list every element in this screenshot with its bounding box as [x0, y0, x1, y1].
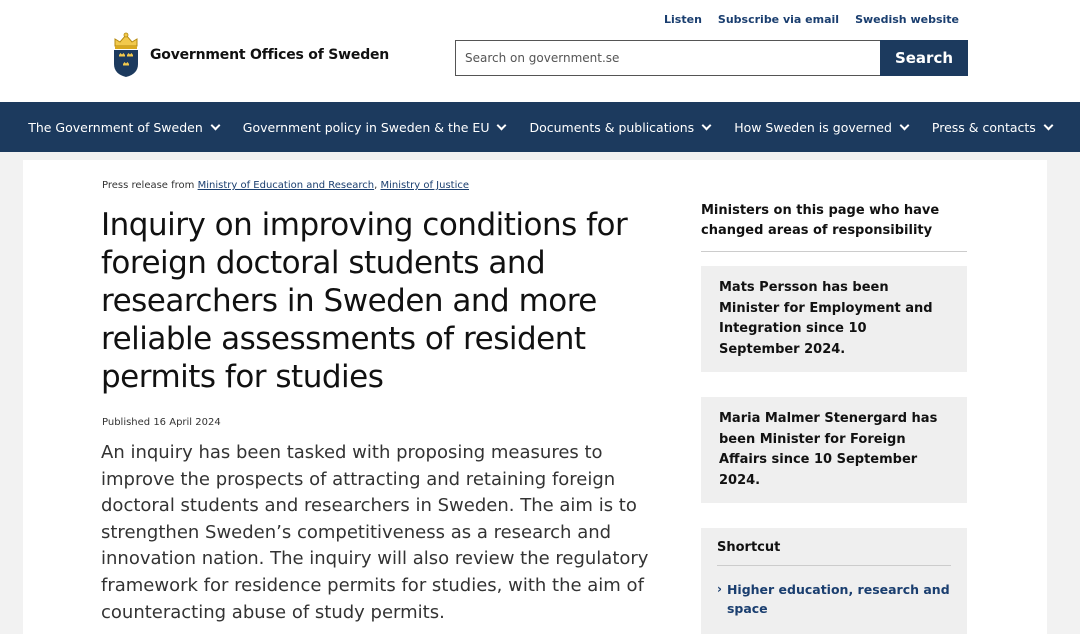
nav-item-label: Press & contacts [931, 119, 1036, 135]
chevron-down-icon [210, 120, 220, 130]
press-prefix: Press release from [102, 180, 195, 191]
shortcut-link[interactable] [717, 580, 951, 618]
listen-link[interactable]: Listen [664, 13, 702, 26]
nav-item-press[interactable] [920, 120, 1064, 135]
site-header [0, 0, 1080, 102]
press-release-source: Press release from Ministry of Education and Research, Ministry of Justice [102, 180, 470, 191]
minister-note: Mats Persson has been Minister for Employment and Integration since 10 September 2024. [701, 266, 967, 372]
minister-note: Maria Malmer Stenergard has been Minister for Foreign Affairs since 10 September 2024. [701, 397, 967, 503]
page-title: Inquiry on improving conditions for foreign doctoral students and researchers in Sweden and more reliable assessments of resident permits for studies [101, 207, 628, 395]
top-links [664, 13, 959, 26]
subscribe-link[interactable]: Subscribe via email [717, 13, 840, 26]
chevron-down-icon [702, 120, 712, 130]
nav-item-government[interactable] [16, 120, 231, 135]
shortcut-title: Shortcut [717, 540, 951, 566]
lead-paragraph: An inquiry has been tasked with proposing measures to improve the prospects of attracting and retaining foreign doctoral students and researchers in Sweden. The aim is to strengthen Sweden’s competitiveness as a research and innovation nation. The inquiry will also review the regulatory framework for residence permits for studies, with the aim of counteracting abuse of study permits. [101, 442, 649, 623]
nav-item-how-governed[interactable] [722, 120, 920, 135]
ministry-justice-link[interactable]: Ministry of Justice [380, 180, 470, 191]
search-form [455, 40, 968, 76]
swedish-website-link[interactable]: Swedish website [855, 13, 959, 26]
coat-of-arms-icon [112, 32, 140, 78]
nav-item-policy[interactable] [231, 120, 518, 135]
logo-text: Government Offices of Sweden [150, 47, 390, 63]
nav-item-label: Documents & publications [529, 119, 695, 135]
nav-item-documents[interactable] [517, 120, 722, 135]
nav-item-label: The Government of Sweden [28, 119, 203, 135]
content-card [23, 160, 1047, 634]
nav-item-label: Government policy in Sweden & the EU [242, 119, 490, 135]
search-input[interactable] [455, 40, 880, 76]
published-date: Published 16 April 2024 [102, 417, 221, 428]
ministry-education-link[interactable]: Ministry of Education and Research [197, 180, 375, 191]
shortcut-box [701, 528, 967, 634]
search-button[interactable]: Search [880, 40, 968, 76]
chevron-down-icon [497, 120, 507, 130]
chevron-down-icon [899, 120, 909, 130]
shortcut-link-label: Higher education, research and space [726, 582, 950, 616]
main-nav [0, 102, 1080, 152]
sidebar-heading: Ministers on this page who have changed areas of responsibility [701, 201, 967, 252]
nav-item-label: How Sweden is governed [734, 119, 892, 135]
chevron-down-icon [1043, 120, 1053, 130]
chevron-right-icon: › [717, 582, 722, 596]
site-logo[interactable] [112, 32, 389, 78]
